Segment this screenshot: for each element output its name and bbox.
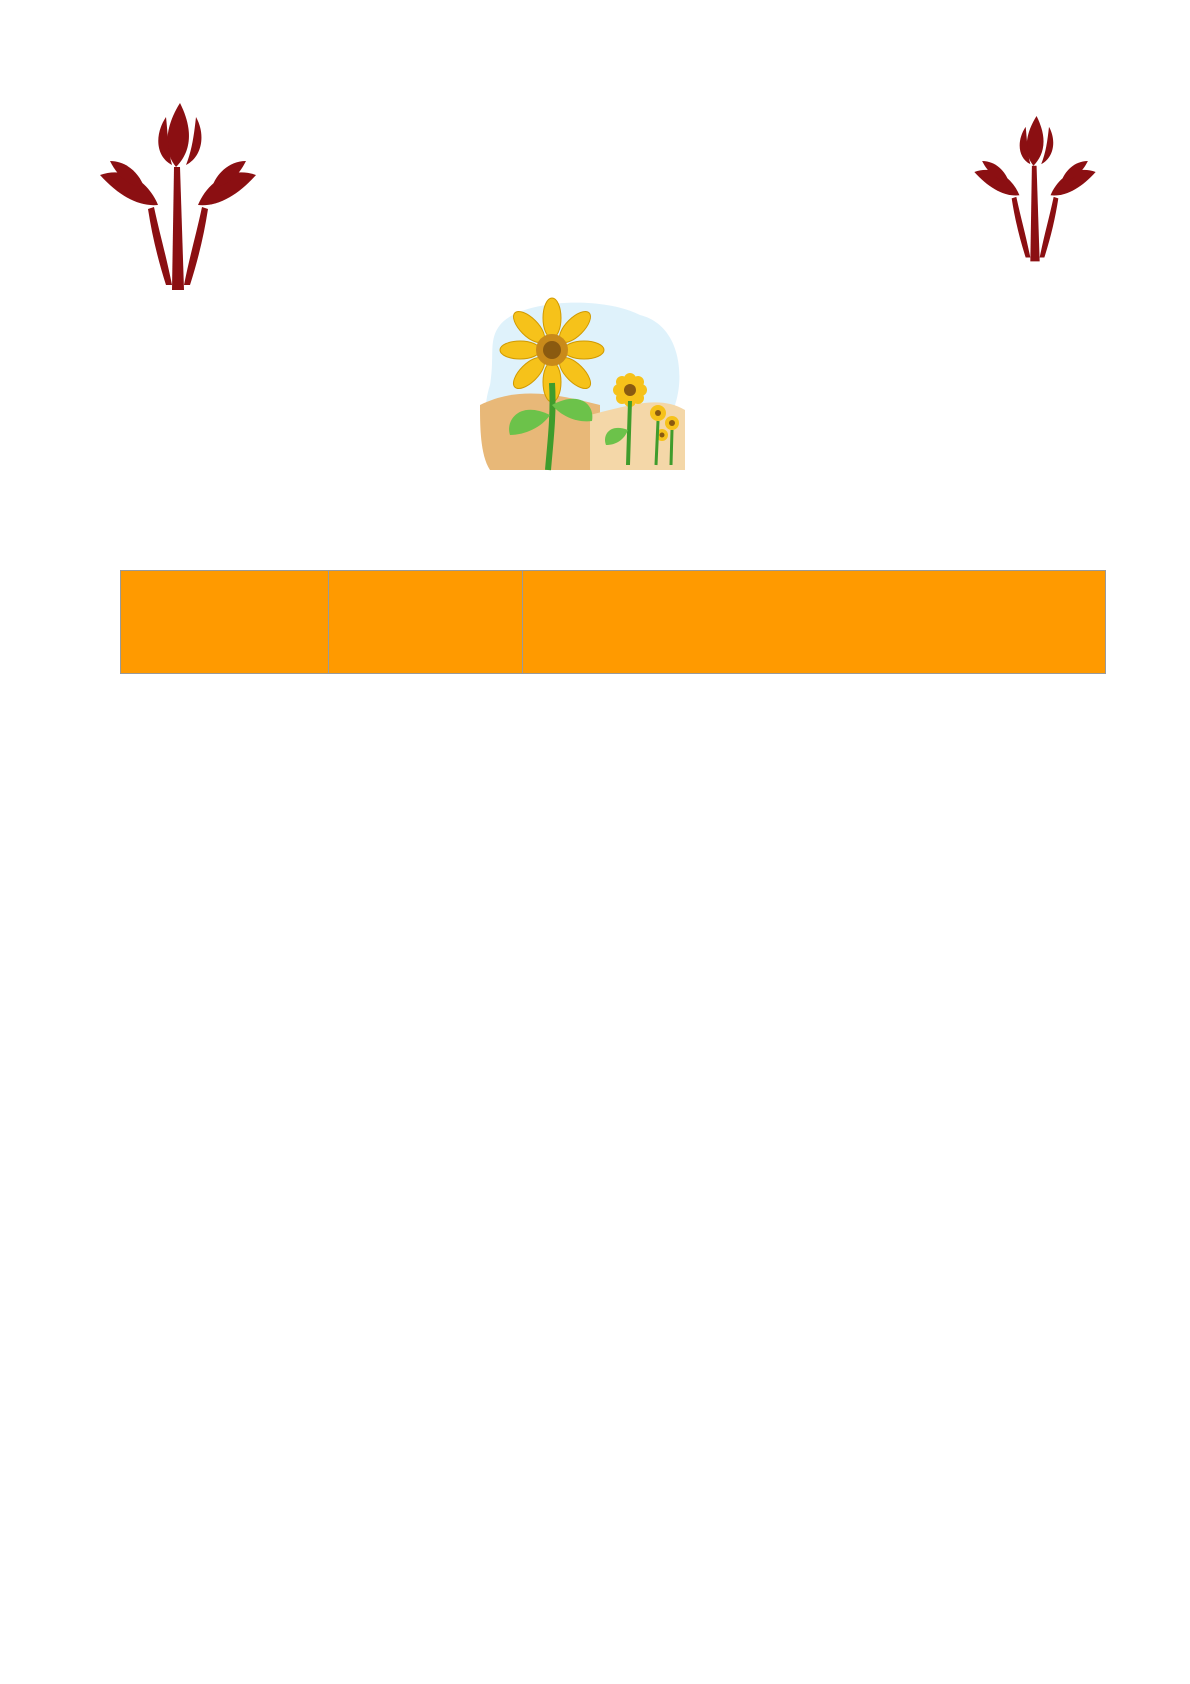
header-day [121, 571, 329, 674]
event-table [120, 570, 1106, 674]
tulip-icon [88, 95, 268, 295]
sunflower-icon [480, 295, 690, 475]
tulip-icon [965, 105, 1105, 270]
table-header-row [121, 571, 1106, 674]
header-event [523, 571, 1106, 674]
header-time [329, 571, 523, 674]
